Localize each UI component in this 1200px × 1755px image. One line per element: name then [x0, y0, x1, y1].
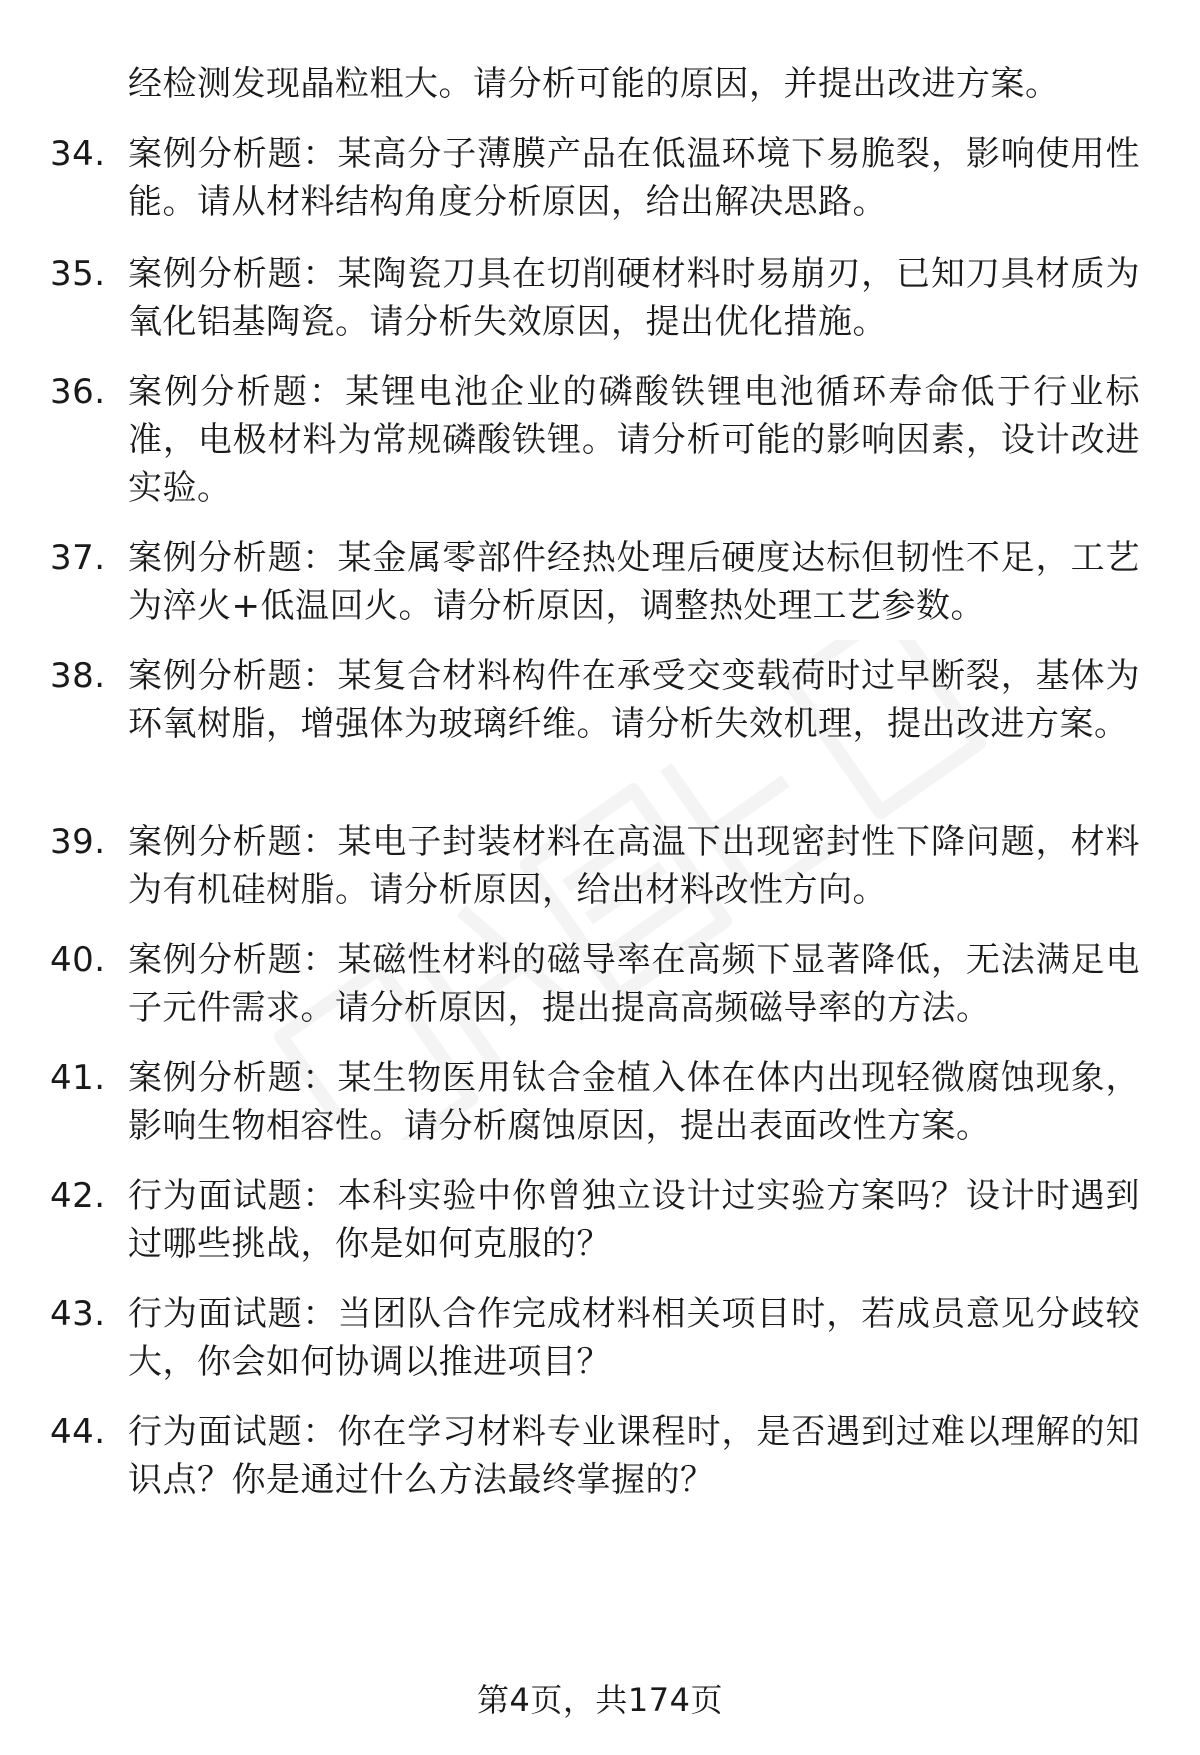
- question-text: 行为面试题：你在学习材料专业课程时，是否遇到过难以理解的知识点？你是通过什么方法最终掌握的？: [128, 1412, 1140, 1500]
- question-number: 36.: [50, 372, 106, 412]
- question-text: 案例分析题：某磁性材料的磁导率在高频下显著降低，无法满足电子元件需求。请分析原因，提出提高高频磁导率的方法。: [128, 940, 1140, 1028]
- question-item: [50, 130, 1140, 226]
- question-item: [50, 936, 1140, 1032]
- question-number: 43.: [50, 1294, 106, 1334]
- question-number: 35.: [50, 254, 106, 294]
- question-item: [50, 368, 1140, 512]
- question-number: 42.: [50, 1176, 106, 1216]
- continued-question-text: 经检测发现晶粒粗大。请分析可能的原因，并提出改进方案。: [128, 64, 1060, 104]
- question-number: 40.: [50, 940, 106, 980]
- question-item: [50, 1290, 1140, 1386]
- question-text: 行为面试题：当团队合作完成材料相关项目时，若成员意见分歧较大，你会如何协调以推进项目？: [128, 1294, 1140, 1382]
- question-item: [50, 534, 1140, 630]
- question-text: 案例分析题：某高分子薄膜产品在低温环境下易脆裂，影响使用性能。请从材料结构角度分析原因，给出解决思路。: [128, 134, 1140, 222]
- question-text: 案例分析题：某电子封装材料在高温下出现密封性下降问题，材料为有机硅树脂。请分析原因，给出材料改性方向。: [128, 822, 1140, 910]
- page-footer: 第4页，共174页: [477, 1681, 723, 1719]
- question-number: 37.: [50, 538, 106, 578]
- question-text: 行为面试题：本科实验中你曾独立设计过实验方案吗？设计时遇到过哪些挑战，你是如何克服的？: [128, 1176, 1140, 1264]
- question-text: 案例分析题：某复合材料构件在承受交变载荷时过早断裂，基体为环氧树脂，增强体为玻璃纤维。请分析失效机理，提出改进方案。: [128, 656, 1140, 744]
- question-text: 案例分析题：某生物医用钛合金植入体在体内出现轻微腐蚀现象，影响生物相容性。请分析腐蚀原因，提出表面改性方案。: [128, 1058, 1140, 1146]
- question-item: [50, 1172, 1140, 1268]
- question-item: [50, 250, 1140, 346]
- question-text: 案例分析题：某陶瓷刀具在切削硬材料时易崩刃，已知刀具材质为氧化铝基陶瓷。请分析失效原因，提出优化措施。: [128, 254, 1140, 342]
- question-number: 39.: [50, 822, 106, 862]
- question-number: 41.: [50, 1058, 106, 1098]
- question-text: 案例分析题：某金属零部件经热处理后硬度达标但韧性不足，工艺为淬火+低温回火。请分析原因，调整热处理工艺参数。: [128, 538, 1140, 626]
- question-number: 44.: [50, 1412, 106, 1452]
- question-item: [50, 1054, 1140, 1150]
- question-text: 案例分析题：某锂电池企业的磷酸铁锂电池循环寿命低于行业标准，电极材料为常规磷酸铁锂。请分析可能的影响因素，设计改进实验。: [128, 372, 1140, 508]
- question-number: 34.: [50, 134, 106, 174]
- question-item: [50, 818, 1140, 914]
- question-item: [50, 652, 1140, 748]
- question-item: [50, 1408, 1140, 1504]
- question-number: 38.: [50, 656, 106, 696]
